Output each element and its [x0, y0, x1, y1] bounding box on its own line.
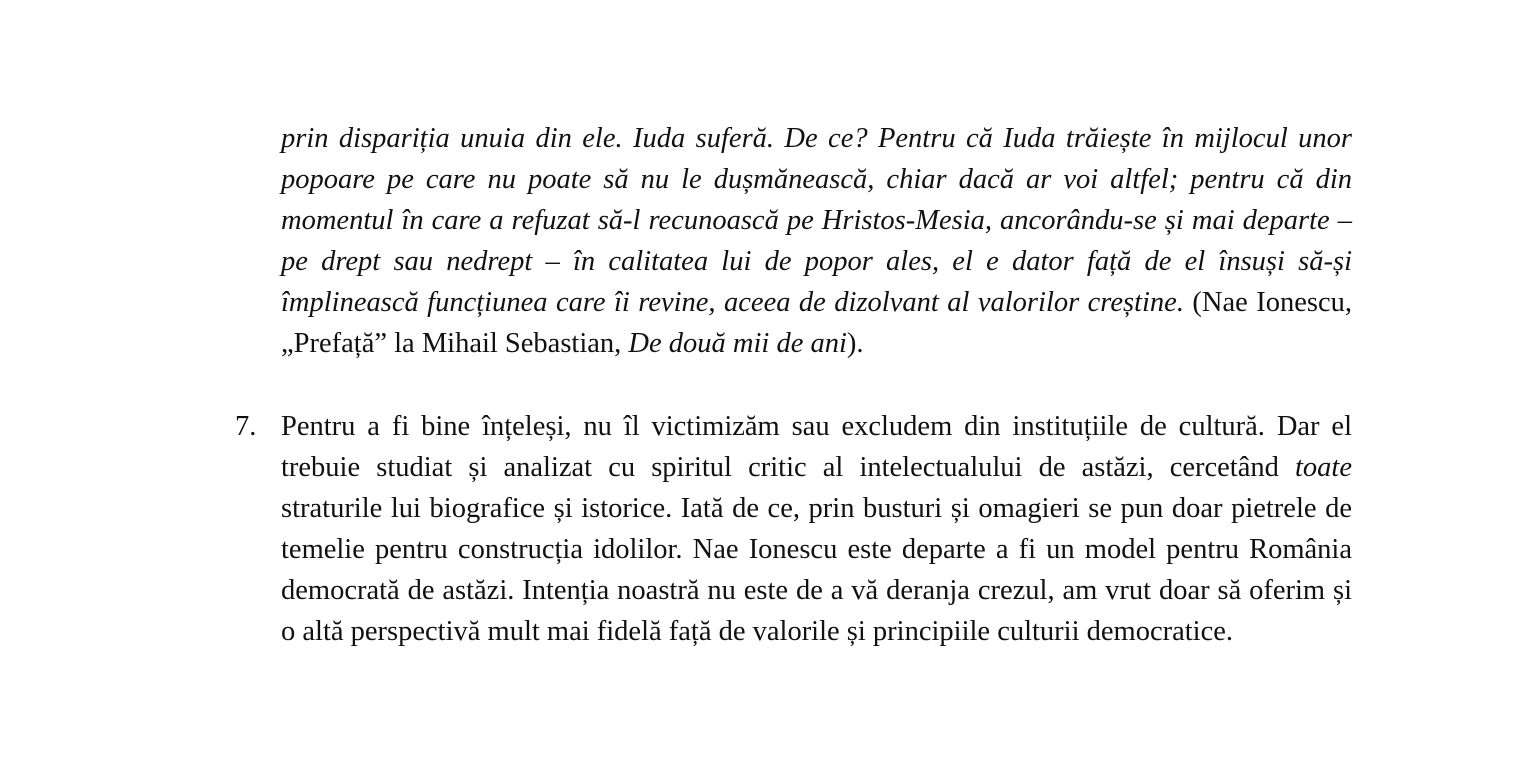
item-number: 7.	[235, 411, 257, 442]
item-text-end: straturile lui biografice și istorice. Iată de ce, prin busturi și omagieri se pun doar pietrele de temelie pentru construcția idolilor. Nae Ionescu este departe a fi un model pentru România democrată de astăzi. Intenția noastră nu este de a vă deranja crezul, am vrut doar să oferim și o altă perspectivă mult mai fidelă față de valorile și principiile culturii democratice.	[281, 493, 1352, 647]
numbered-item-7	[235, 406, 1352, 652]
quote-paragraph	[281, 118, 1352, 364]
quote-italic-text: prin dispariția unuia din ele. Iuda suferă. De ce? Pentru că Iuda trăiește în mijlocul unor popoare pe care nu poate să nu le dușmănească, chiar dacă ar voi altfel; pentru că din momentul în care a refuzat să-l recunoască pe Hristos-Mesia, ancorându-se și mai departe – pe drept sau nedrept – în calitatea lui de popor ales, el e dator față de el însuși să-și împlinească funcțiunea care îi revine, aceea de dizolvant al valorilor creștine.	[281, 123, 1352, 318]
quote-citation-prefix: (Nae Ionescu, „Prefață” la Mihail Sebastian,	[281, 287, 1352, 359]
item-text-start: Pentru a fi bine înțeleși, nu îl victimizăm sau excludem din instituțiile de cultură. Dar el trebuie studiat și analizat cu spiritul critic al intelectualului de astăzi, cercetând	[281, 411, 1352, 483]
item-paragraph	[281, 406, 1352, 652]
quote-citation-suffix: ).	[846, 328, 864, 359]
quote-citation-title: De două mii de ani	[628, 328, 847, 359]
item-emphasis: toate	[1295, 452, 1352, 483]
